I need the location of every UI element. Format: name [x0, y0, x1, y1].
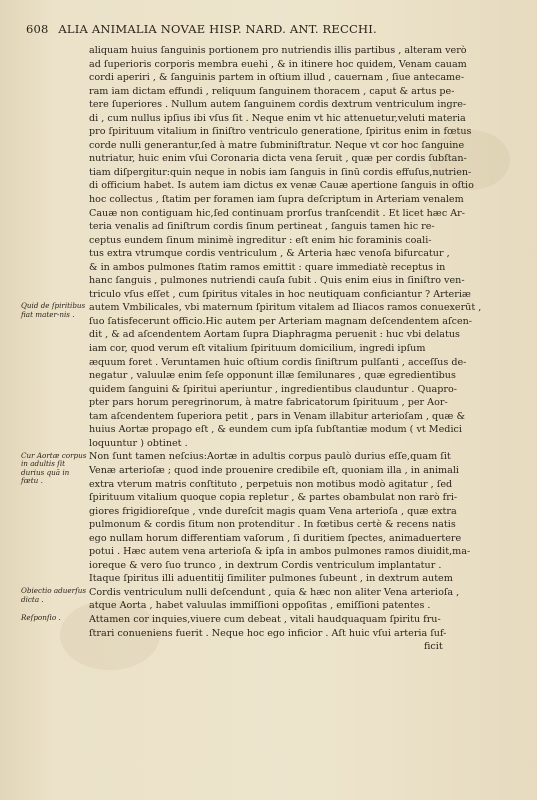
text-line: ficit [424, 641, 443, 653]
text-line: dit , & ad aſcendentem Aortam ſupra Diaphragma peruenit : huc vbi delatus [89, 329, 460, 341]
text-line: Venæ arterioſæ ; quod inde prouenire credibile eſt, quoniam illa , in animali [89, 464, 459, 476]
text-line: loquuntur ) obtinet . [89, 437, 188, 449]
page-number: 608 [26, 22, 49, 36]
text-line: ego nullam horum differentiam vaſorum , ſi duritiem ſpectes, animaduertere [89, 532, 462, 544]
text-line: ram iam dictam effundi , reliquum ſanguinem thoracem , caput & artus pe- [89, 85, 455, 97]
text-line: nutriatur, huic enim vſui Coronaria dicta vena ſeruit , quæ per cordis ſubſtan- [89, 153, 467, 165]
text-line: pulmonum & cordis ſitum non protenditur . In fœtibus certè & recens natis [89, 519, 456, 531]
text-line: giores frigidioreſque , vnde dureſcit magis quam Vena arterioſa , quæ extra [89, 505, 457, 517]
text-line: corde nulli generantur,ſed à matre ſubminiſtratur. Neque vt cor hoc ſanguine [89, 139, 465, 151]
text-line: pro ſpirituum vitalium in ſiniſtro ventriculo generatione, ſpiritus enim in fœtus [89, 126, 472, 138]
margin-note: Quid de ſpiritibus fiat mater-nis . [21, 301, 86, 320]
text-line: extra vterum matris conſtituto , perpetuis non motibus modò agitatur , ſed [89, 478, 453, 490]
body-text [89, 44, 507, 654]
text-line: æquum foret . Veruntamen huic oſtium cordis ſiniſtrum pulſanti , acceſſus de- [89, 356, 467, 368]
text-line: autem Vmbilicales, vbi maternum ſpiritum vitalem ad Iliacos ramos conuexerūt , [89, 302, 482, 314]
text-line: ſpirituum vitalium quoque copia repletur , & partes obambulat non rarò fri- [89, 492, 458, 504]
margin-note: Cur Aortæ corpus in adultis ſit durius quā in fœtu . [21, 450, 87, 486]
text-line: atque Aorta , habet valuulas immiſſioni oppoſitas , emiſſioni patentes . [89, 600, 431, 612]
text-line: iam cor, quod verum eſt vitalium ſpirituum domicilium, ingredi ipſum [89, 343, 426, 355]
text-line: hoc collectus , ſtatim per foramen iam ſupra deſcriptum in Arteriam venalem [89, 194, 464, 206]
text-line: ſuo ſatisfecerunt officio.Hic autem per Arteriam magnam deſcendentem aſcen- [89, 315, 473, 327]
running-title: ALIA ANIMALIA NOVAE HISP. NARD. ANT. RECCHI. [58, 22, 377, 36]
text-line: huius Aortæ propago eſt , & eundem cum ipſa ſubſtantiæ modum ( vt Medici [89, 424, 462, 436]
text-line: triculo vſus eſſet , cum ſpiritus vitales in hoc neutiquam conficiantur ? Arteriæ [89, 288, 471, 300]
text-line: teria venalis ad ſiniſtrum cordis ſinum pertineat , ſanguis tamen hic re- [89, 221, 435, 233]
text-line: tam aſcendentem ſuperiora petit , pars in Venam illabitur arterioſam , quæ & [89, 410, 465, 422]
text-line: & in ambos pulmones ſtatim ramos emittit : quare immediatè receptus in [89, 261, 446, 273]
text-line: Non ſunt tamen neſcius:Aortæ in adultis corpus paulò durius eſſe,quam ſit [89, 451, 451, 463]
text-line: di officium habet. Is autem iam dictus ex venæ Cauæ apertione ſanguis in oſtio [89, 180, 474, 192]
text-line: ioreque & vero ſuo trunco , in dextrum Cordis ventriculum implantatur . [89, 559, 442, 571]
text-line: pter pars horum peregrinorum, à matre fabricatorum ſpirituum , per Aor- [89, 397, 448, 409]
text-line: ad ſuperioris corporis membra euehi , & in itinere hoc quidem, Venam cauam [89, 58, 467, 70]
text-line: ceptus eundem ſinum minimè ingreditur : eſt enim hic foraminis coali- [89, 234, 432, 246]
margin-note: Reſponſio . [21, 613, 61, 623]
text-line: Cordis ventriculum nulli deſcendunt , quia & hæc non aliter Vena arterioſa , [89, 586, 460, 598]
text-line: aliquam huius ſanguinis portionem pro nutriendis illis partibus , alteram verò [89, 45, 467, 56]
text-line: quidem ſanguini & ſpiritui aperiuntur , ingredientibus clauduntur . Quapro- [89, 383, 458, 395]
text-line: Itaque ſpiritus illi aduentitij ſimiliter pulmones ſubeunt , in dextrum autem [89, 573, 453, 585]
text-line: negatur , valuulæ enim ſeſe opponunt illæ ſemilunares , quæ egredientibus [89, 370, 456, 382]
text-line: hanc ſanguis , pulmones nutriendi cauſa ſubit . Quis enim eius in ſiniſtro ven- [89, 275, 465, 287]
text-line: ſtrari conueniens fuerit . Neque hoc ego inficior . Aſt huic vſui arteria ſuf- [89, 627, 447, 639]
text-line: tere ſuperiores . Nullum autem ſanguinem cordis dextrum ventriculum ingre- [89, 99, 467, 111]
text-line: potui . Hæc autem vena arterioſa & ipſa in ambos pulmones ramos diuidit,ma- [89, 546, 471, 558]
text-line: cordi aperiri , & ſanguinis partem in oſtium illud , cauernam , ſiue antecame- [89, 72, 465, 84]
running-header [26, 22, 518, 36]
margin-note: Obiectio aduerſus dicta . [21, 586, 87, 604]
text-line: tus extra vtrumque cordis ventriculum , & Arteria hæc venoſa bifurcatur , [89, 248, 450, 260]
text-line: di , cum nullus ipſius ibi vſus ſit . Neque enim vt hic attenuetur,veluti materia [89, 112, 466, 124]
text-line: tiam diſpergitur:quin neque in nobis iam ſanguis in ſinū cordis effuſus,nutrien- [89, 166, 472, 178]
text-line: Attamen cor inquies,viuere cum debeat , vitali haudquaquam ſpiritu fru- [89, 613, 441, 625]
text-line: Cauæ non contiguam hic,ſed continuam prorſus tranſcendit . Et licet hæc Ar- [89, 207, 465, 219]
